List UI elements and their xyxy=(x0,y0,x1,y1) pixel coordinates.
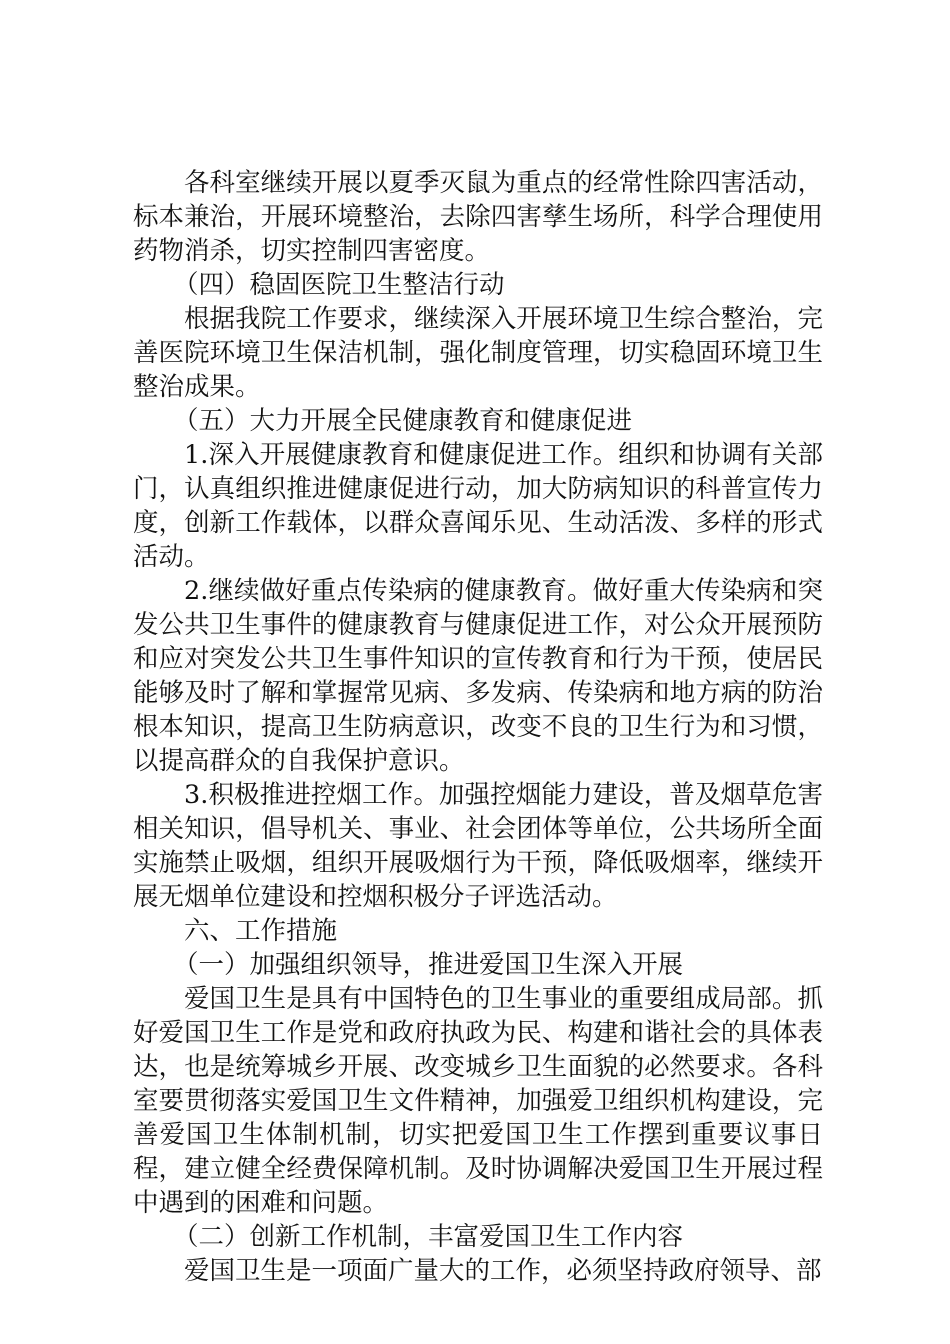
paragraph-pest-control: 各科室继续开展以夏季灭鼠为重点的经常性除四害活动，标本兼治，开展环境整治，去除四害孳生场所，科学合理使用药物消杀，切实控制四害密度。 xyxy=(133,168,823,266)
subheading-hospital-sanitation: （四）稳固医院卫生整洁行动 xyxy=(173,270,505,300)
paragraph-health-promotion: 1.深入开展健康教育和健康促进工作。组织和协调有关部门，认真组织推进健康促进行动，加大防病知识的科普宣传力度，创新工作载体，以群众喜闻乐见、生动活泼、多样的形式活动。 xyxy=(133,440,823,572)
paragraph-infectious-disease-education: 2.继续做好重点传染病的健康教育。做好重大传染病和突发公共卫生事件的健康教育与健康促进工作，对公众开展预防和应对突发公共卫生事件知识的宣传教育和行为干预，使居民能够及时了解和掌握常见病、多发病、传染病和地方病的防治根本知识，提高卫生防病意识，改变不良的卫生行为和习惯，以提高群众的自我保护意识。 xyxy=(133,576,823,776)
paragraph-government-leadership: 爱国卫生是一项面广量大的工作，必须坚持政府领导、部 xyxy=(184,1256,822,1286)
document-page xyxy=(133,166,823,1288)
subheading-health-education: （五）大力开展全民健康教育和健康促进 xyxy=(173,406,633,436)
paragraph-environment-rectification: 根据我院工作要求，继续深入开展环境卫生综合整治，完善医院环境卫生保洁机制，强化制度管理，切实稳固环境卫生整治成果。 xyxy=(133,304,823,402)
subheading-organization-leadership: （一）加强组织领导，推进爱国卫生深入开展 xyxy=(173,950,684,980)
paragraph-tobacco-control: 3.积极推进控烟工作。加强控烟能力建设，普及烟草危害相关知识，倡导机关、事业、社会团体等单位，公共场所全面实施禁止吸烟，组织开展吸烟行为干预，降低吸烟率，继续开展无烟单位建设和控烟积极分子评选活动。 xyxy=(133,780,823,912)
section-heading-work-measures: 六、工作措施 xyxy=(184,916,338,946)
subheading-innovation-mechanism: （二）创新工作机制，丰富爱国卫生工作内容 xyxy=(173,1222,684,1252)
paragraph-patriotic-health: 爱国卫生是具有中国特色的卫生事业的重要组成局部。抓好爱国卫生工作是党和政府执政为民、构建和谐社会的具体表达，也是统筹城乡开展、改变城乡卫生面貌的必然要求。各科室要贯彻落实爱国卫生文件精神，加强爱卫组织机构建设，完善爱国卫生体制机制，切实把爱国卫生工作摆到重要议事日程，建立健全经费保障机制。及时协调解决爱国卫生开展过程中遇到的困难和问题。 xyxy=(133,984,823,1218)
